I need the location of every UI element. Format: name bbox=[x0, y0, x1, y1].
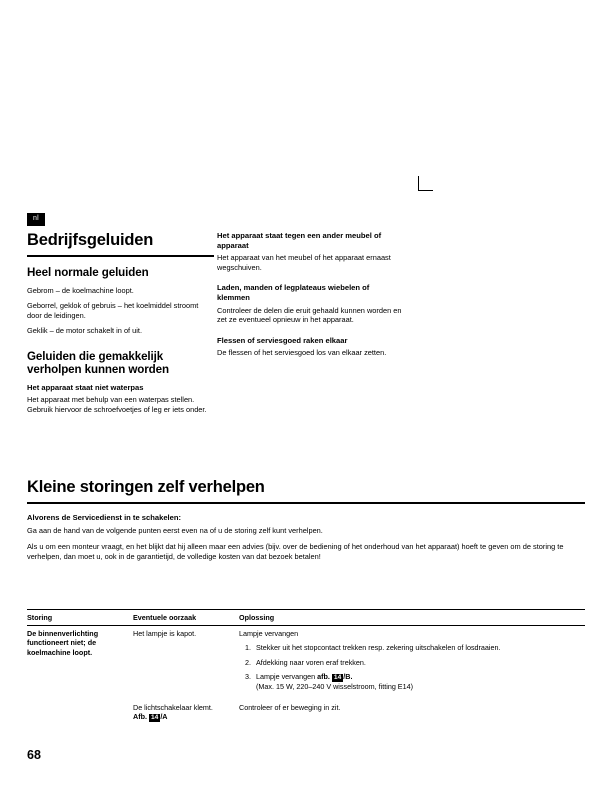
figure-badge-14-b: 14 bbox=[150, 714, 159, 722]
table-row bbox=[27, 700, 585, 725]
issue-heading-niet-waterpas: Het apparaat staat niet waterpas bbox=[27, 382, 144, 392]
subsection-heel-normale-geluiden: Heel normale geluiden bbox=[27, 266, 149, 279]
step-3-afb-label: afb. bbox=[317, 672, 332, 682]
section-rule bbox=[27, 255, 214, 257]
subsection-geluiden-verholpen: Geluiden die gemakkelijk verholpen kunnen worden bbox=[27, 349, 169, 377]
cell-oorzaak-2 bbox=[133, 700, 239, 725]
oplossing-steps bbox=[239, 643, 579, 691]
step-2: 2. Afdekking naar voren eraf trekken. bbox=[253, 658, 579, 667]
oorzaak-2-afb-label: Afb. bbox=[133, 712, 149, 722]
intro-paragraph-2: Als u om een monteur vraagt, en het blijkt dat hij alleen maar een advies (bijv. over de bediening of het onderhoud van het apparaat) hoeft te geven om de storing te verhelpen, dan moet u, ook in de garantietijd, de volledige kosten van dat bezoek betalen! bbox=[27, 542, 564, 561]
cell-oplossing-2: Controleer of er beweging in zit. bbox=[239, 702, 341, 712]
figure-badge-14: 14 bbox=[333, 674, 342, 682]
intro-heading: Alvorens de Servicedienst in te schakelen: bbox=[27, 513, 182, 522]
table-header-oplossing: Oplossing bbox=[239, 613, 275, 622]
section-rule-2 bbox=[27, 502, 585, 504]
noise-item-geborrel: Geborrel, geklok of gebruis – het koelmiddel stroomt door de leidingen. bbox=[27, 301, 199, 320]
oorzaak-2-line1: De lichtschakelaar klemt. bbox=[133, 702, 213, 712]
section-title-kleine-storingen: Kleine storingen zelf verhelpen bbox=[27, 478, 265, 496]
table-row bbox=[27, 626, 585, 700]
issue-heading-laden-manden: Laden, manden of legplateaus wiebelen of klemmen bbox=[217, 283, 370, 302]
step-3-pre: Lampje vervangen bbox=[256, 672, 318, 682]
section-title-bedrijfsgeluiden: Bedrijfsgeluiden bbox=[27, 231, 154, 249]
issue-text-flessen: De flessen of het serviesgoed los van elkaar zetten. bbox=[217, 348, 387, 358]
issue-text-laden-manden: Controleer de delen die eruit gehaald kunnen worden en zet ze eventueel opnieuw in het apparaat. bbox=[217, 305, 402, 325]
issue-text-niet-waterpas: Het apparaat met behulp van een waterpas stellen. Gebruik hiervoor de schroefvoetjes of leg er iets onder. bbox=[27, 395, 207, 415]
step-3-post: /B. bbox=[343, 672, 353, 682]
issue-heading-flessen: Flessen of serviesgoed raken elkaar bbox=[217, 335, 348, 345]
step-3-line2: (Max. 15 W, 220–240 V wisselstroom, fitting E14) bbox=[256, 682, 413, 692]
language-tag: nl bbox=[27, 213, 45, 226]
intro-paragraph-1: Ga aan de hand van de volgende punten eerst even na of u de storing zelf kunt verhelpen. bbox=[27, 525, 323, 535]
cell-oorzaak: Het lampje is kapot. bbox=[133, 629, 197, 638]
table-header-row bbox=[27, 610, 585, 625]
right-column bbox=[217, 231, 404, 364]
crop-registration-mark bbox=[418, 176, 433, 191]
noise-item-geklik: Geklik – de motor schakelt in of uit. bbox=[27, 326, 143, 336]
step-3 bbox=[253, 672, 579, 691]
intro-block bbox=[27, 513, 585, 561]
cell-storing-empty bbox=[27, 700, 133, 725]
section-kleine-storingen bbox=[27, 478, 585, 568]
troubleshooting-table bbox=[27, 609, 585, 725]
issue-text-tegen-meubel: Het apparaat van het meubel of het apparaat ernaast wegschuiven. bbox=[217, 253, 391, 272]
oorzaak-2-post: /A bbox=[160, 712, 168, 722]
table-header-oorzaak: Eventuele oorzaak bbox=[133, 613, 197, 622]
table-header-storing: Storing bbox=[27, 613, 53, 622]
noise-item-gebrom: Gebrom – de koelmachine loopt. bbox=[27, 285, 134, 295]
oplossing-lead: Lampje vervangen bbox=[239, 629, 299, 638]
cell-oplossing bbox=[239, 626, 579, 700]
left-column bbox=[27, 231, 214, 421]
cell-storing: De binnenverlichting functioneert niet; de koelmachine loopt. bbox=[27, 629, 99, 657]
step-1: 1. Stekker uit het stopcontact trekken resp. zekering uitschakelen of losdraaien. bbox=[253, 643, 579, 652]
issue-heading-tegen-meubel: Het apparaat staat tegen een ander meubel of apparaat bbox=[217, 231, 382, 250]
page-number: 68 bbox=[27, 748, 41, 762]
